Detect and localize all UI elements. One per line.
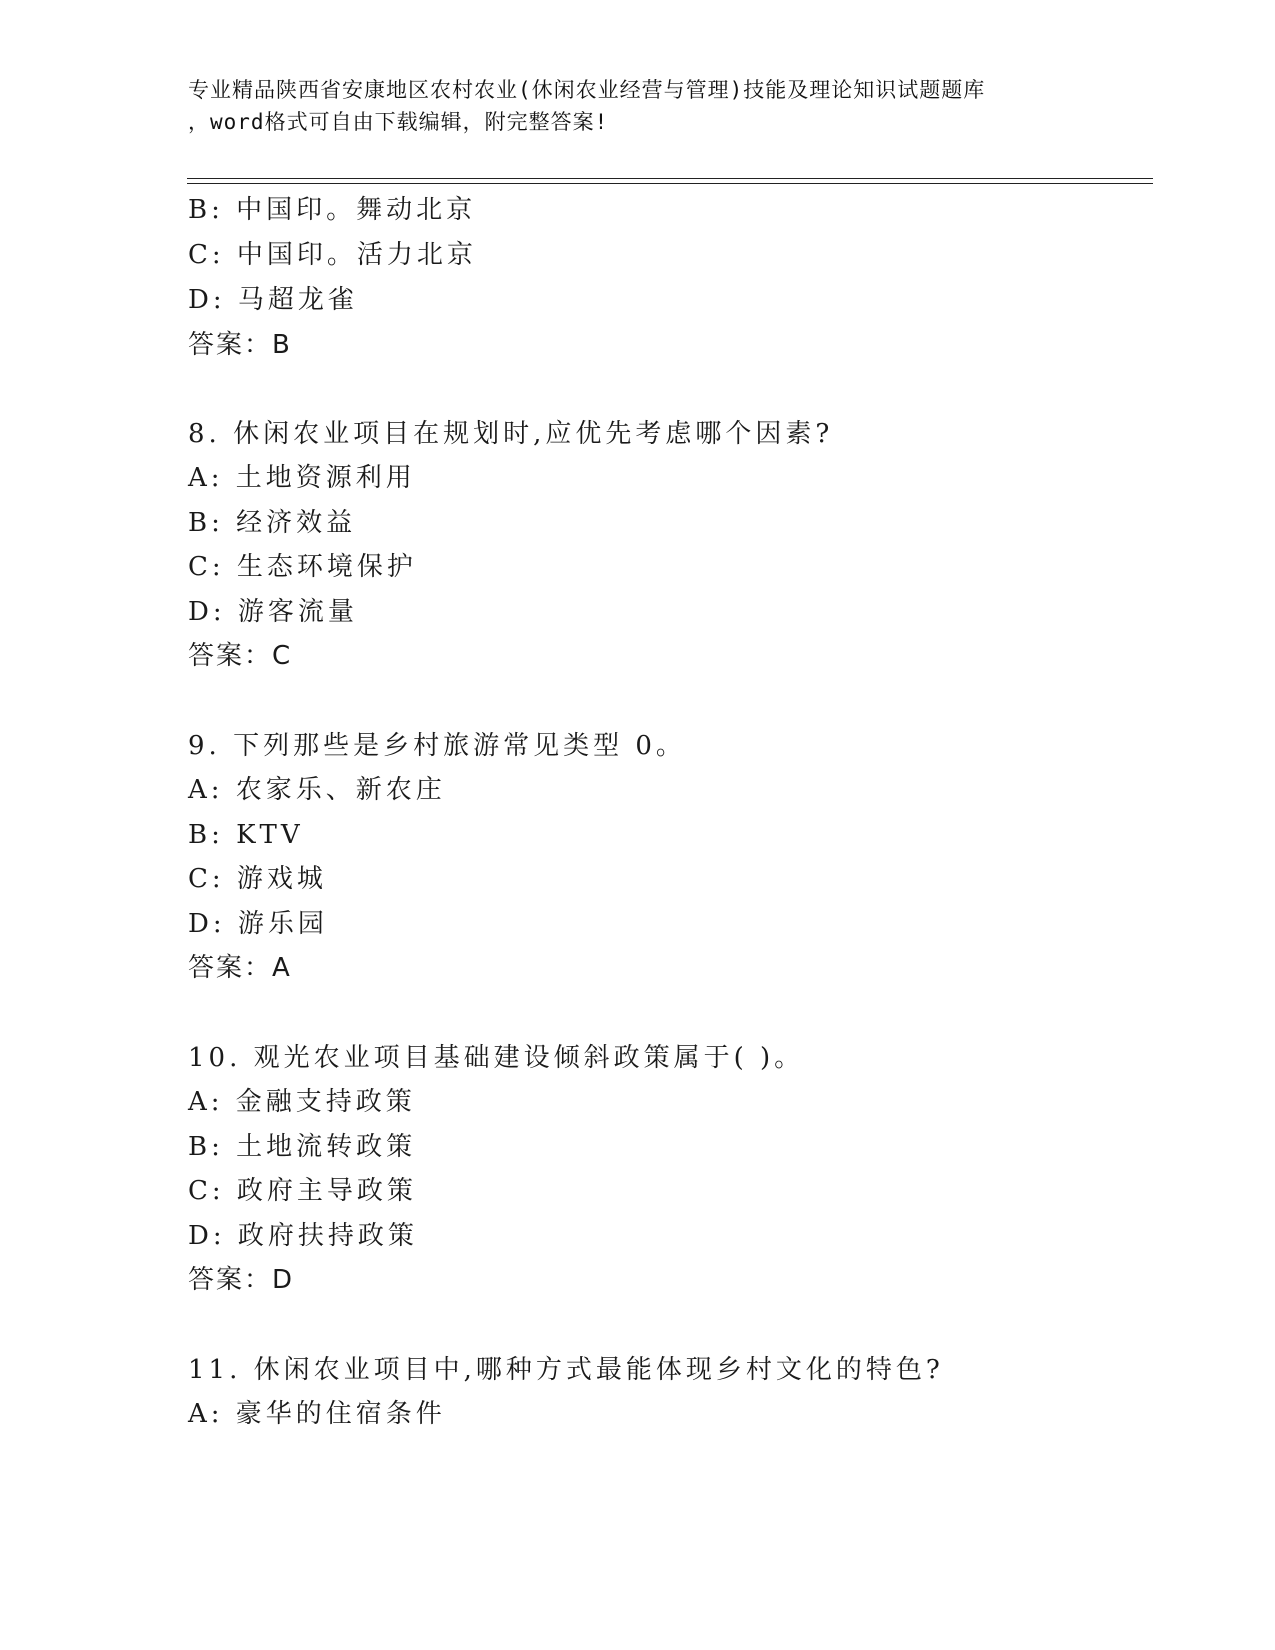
q8-option-a: A: 土地资源利用 — [188, 463, 416, 493]
q9-option-a: A: 农家乐、新农庄 — [188, 775, 446, 805]
q10-answer: 答案：D — [188, 1265, 295, 1295]
q9-answer: 答案：A — [188, 953, 292, 983]
q7-answer: 答案：B — [188, 330, 292, 360]
q11-question: 11. 休闲农业项目中,哪种方式最能体现乡村文化的特色? — [188, 1355, 944, 1385]
q7-option-b: B: 中国印。舞动北京 — [188, 195, 477, 225]
q9-option-c: C: 游戏城 — [188, 864, 327, 894]
q7-option-c: C: 中国印。活力北京 — [188, 240, 477, 270]
q8-option-d: D: 游客流量 — [188, 597, 358, 627]
q11-option-a: A: 豪华的住宿条件 — [188, 1399, 446, 1429]
q10-option-b: B: 土地流转政策 — [188, 1132, 417, 1162]
header-title-line-1: 专业精品陕西省安康地区农村农业(休闲农业经营与管理)技能及理论知识试题题库 — [188, 78, 986, 102]
q9-option-b: B: KTV — [188, 820, 304, 850]
header-divider-bottom — [187, 183, 1153, 184]
header-title-line-2: ，word格式可自由下载编辑，附完整答案! — [188, 110, 609, 134]
q10-option-d: D: 政府扶持政策 — [188, 1221, 418, 1251]
document-header — [188, 74, 1148, 138]
q7-option-d: D: 马超龙雀 — [188, 285, 358, 315]
q8-option-c: C: 生态环境保护 — [188, 552, 417, 582]
q9-option-d: D: 游乐园 — [188, 909, 328, 939]
q8-option-b: B: 经济效益 — [188, 508, 357, 538]
q10-question: 10. 观光农业项目基础建设倾斜政策属于( )。 — [188, 1043, 805, 1073]
q9-question: 9. 下列那些是乡村旅游常见类型 0。 — [188, 731, 686, 761]
q8-answer: 答案：C — [188, 641, 293, 671]
q10-option-a: A: 金融支持政策 — [188, 1087, 416, 1117]
q8-question: 8. 休闲农业项目在规划时,应优先考虑哪个因素? — [188, 419, 834, 449]
header-divider-top — [187, 178, 1153, 179]
q10-option-c: C: 政府主导政策 — [188, 1176, 417, 1206]
